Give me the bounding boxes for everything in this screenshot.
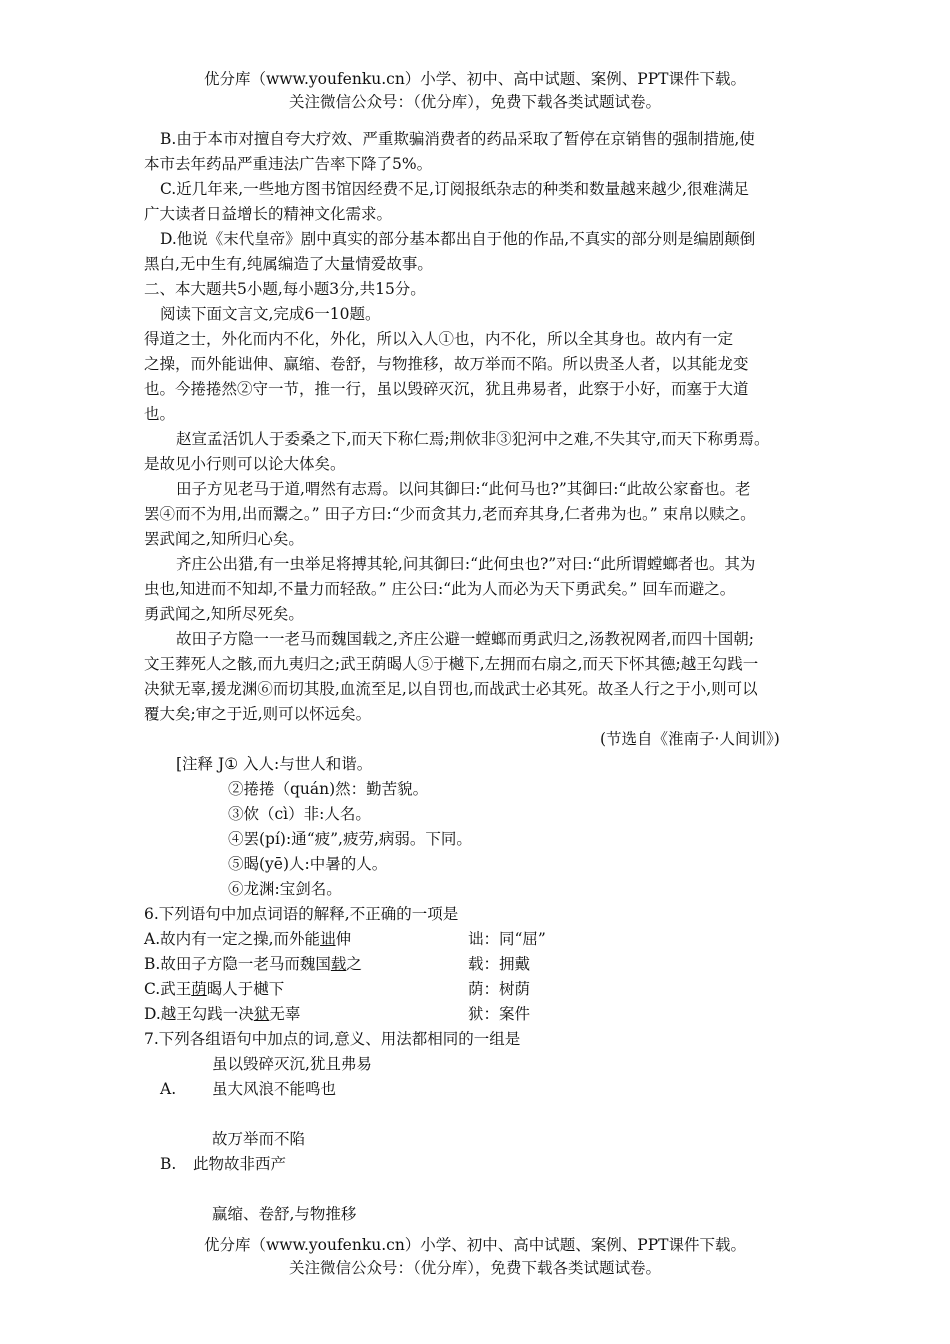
q7-a-label: A. <box>160 1080 177 1098</box>
q7-b-line-1: 故万举而不陷 <box>212 1130 306 1148</box>
choice-c-line-1: C.近几年来,一些地方图书馆因经费不足,订阅报纸杂志的种类和数量越来越少,很难满足 <box>160 180 750 198</box>
note-line: [注释 J① 入人:与世人和谐。 <box>176 755 373 773</box>
header-line-1: 优分库（www.youfenku.cn）小学、初中、高中试题、案例、PPT课件下载。 <box>203 70 747 88</box>
passage-line: 也。今捲捲然②守一节，推一行，虽以毁碎灭沉，犹且弗易者，此察于小好，而塞于大道 <box>144 380 749 398</box>
q7-b-label: B. <box>160 1155 177 1173</box>
q6-option-b: B.故田子方隐一老马而魏国载之 <box>144 955 362 973</box>
choice-d-line-2: 黑白,无中生有,纯属编造了大量情爱故事。 <box>144 255 433 273</box>
footer-line-1: 优分库（www.youfenku.cn）小学、初中、高中试题、案例、PPT课件下载。 <box>203 1236 747 1254</box>
section-title: 二、本大题共5小题,每小题3分,共15分。 <box>144 280 426 298</box>
q6-option-d-answer: 狱：案件 <box>468 1005 531 1023</box>
passage-line: 故田子方隐一一老马而魏国载之,齐庄公避一螳螂而勇武归之,汤教祝网者,而四十国朝; <box>176 630 755 648</box>
passage-line: 罢武闻之,知所归心矣。 <box>144 530 304 548</box>
q6-option-a: A.故内有一定之操,而外能诎伸 <box>144 930 352 948</box>
passage-line: 虫也,知进而不知却,不量力而轻敌。” 庄公曰:“此为人而必为天下勇武矣。” 回车而避之。 <box>144 580 736 598</box>
choice-c-line-2: 广大读者日益增长的精神文化需求。 <box>144 205 393 223</box>
q6-option-a-answer: 诎：同“屈” <box>468 930 546 948</box>
passage-line: 田子方见老马于道,喟然有志焉。以问其御曰:“此何马也?”其御曰:“此故公家畜也。老 <box>176 480 751 498</box>
choice-d-line-1: D.他说《末代皇帝》剧中真实的部分基本都出自于他的作品,不真实的部分则是编剧颠倒 <box>160 230 756 248</box>
q6-option-c-answer: 荫：树荫 <box>468 980 531 998</box>
passage-line: 之操，而外能诎伸、赢缩、卷舒，与物推移，故万举而不陷。所以贵圣人者，以其能龙变 <box>144 355 749 373</box>
q7-c-line-1: 赢缩、卷舒,与物推移 <box>212 1205 357 1223</box>
note-line: ②捲捲（quán)然：勤苦貌。 <box>228 780 429 798</box>
q7-b-line-2: 此物故非西产 <box>193 1155 287 1173</box>
instruction: 阅读下面文言文,完成6一10题。 <box>160 305 381 323</box>
passage-line: 决狱无辜,援龙渊⑥而切其股,血流至足,以自罚也,而战武士必其死。故圣人行之于小,则可以 <box>144 680 758 698</box>
passage-line: 得道之士，外化而内不化，外化，所以入人①也，内不化，所以全其身也。故内有一定 <box>144 330 734 348</box>
footer-line-2: 关注微信公众号：（优分库），免费下载各类试题试卷。 <box>288 1259 661 1277</box>
question-6-stem: 6.下列语句中加点词语的解释,不正确的一项是 <box>144 905 459 923</box>
choice-b-line-1: B.由于本市对擅自夸大疗效、严重欺骗消费者的药品采取了暂停在京销售的强制措施,使 <box>160 130 755 148</box>
note-line: ⑥龙渊:宝剑名。 <box>228 880 342 898</box>
q7-a-line-2: 虽大风浪不能鸣也 <box>212 1080 337 1098</box>
header-line-2: 关注微信公众号：（优分库），免费下载各类试题试卷。 <box>288 93 661 111</box>
passage-line: 赵宣孟活饥人于委桑之下,而天下称仁焉;荆佽非③犯河中之难,不失其守,而天下称勇焉。 <box>176 430 770 448</box>
passage-line: 是故见小行则可以论大体矣。 <box>144 455 346 473</box>
source-citation: (节选自《淮南子·人间训》) <box>600 730 780 748</box>
note-line: ⑤暍(yē)人:中暑的人。 <box>228 855 388 873</box>
note-line: ④罢(pí):通“疲”,疲劳,病弱。下同。 <box>228 830 472 848</box>
q6-option-b-answer: 载：拥戴 <box>468 955 531 973</box>
passage-line: 齐庄公出猎,有一虫举足将搏其轮,问其御曰:“此何虫也?”对曰:“此所谓螳螂者也。其为 <box>176 555 756 573</box>
passage-line: 也。 <box>144 405 176 423</box>
q6-option-d: D.越王勾践一决狱无辜 <box>144 1005 301 1023</box>
q6-option-c: C.武王荫暍人于樾下 <box>144 980 285 998</box>
q7-a-line-1: 虽以毁碎灭沉,犹且弗易 <box>212 1055 372 1073</box>
passage-line: 覆大矣;审之于近,则可以怀远矣。 <box>144 705 372 723</box>
passage-line: 罢④而不为用,出而鬻之。” 田子方曰:“少而贪其力,老而弃其身,仁者弗为也。” 束帛以赎之。 <box>144 505 756 523</box>
passage-line: 文王葬死人之骸,而九夷归之;武王荫暍人⑤于樾下,左拥而右扇之,而天下怀其德;越王勾践一 <box>144 655 759 673</box>
choice-b-line-2: 本市去年药品严重违法广告率下降了5%。 <box>144 155 433 173</box>
note-line: ③佽（cì）非:人名。 <box>228 805 371 823</box>
question-7-stem: 7.下列各组语句中加点的词,意义、用法都相同的一组是 <box>144 1030 521 1048</box>
passage-line: 勇武闻之,知所尽死矣。 <box>144 605 304 623</box>
